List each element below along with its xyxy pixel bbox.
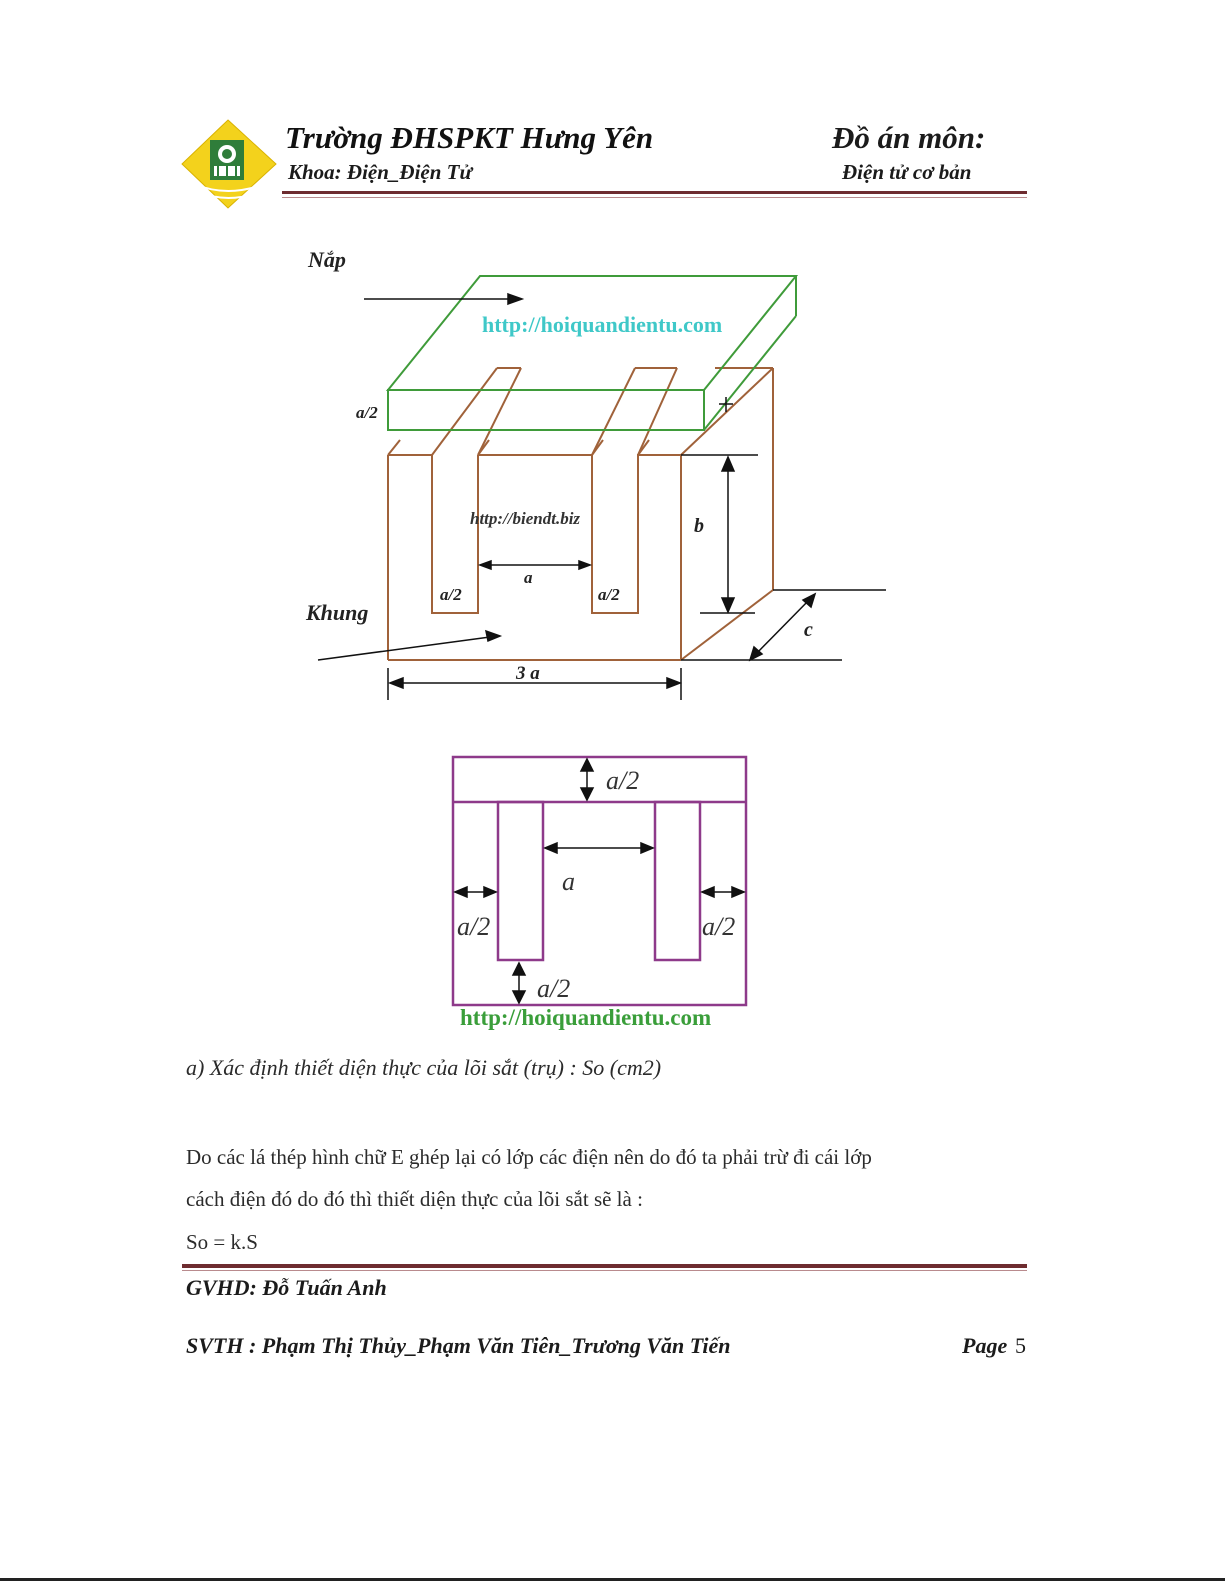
body-line-1: Do các lá thép hình chữ E ghép lại có lớp các điện nên do đó ta phải trừ đi cái lớp bbox=[186, 1145, 872, 1169]
header-divider bbox=[282, 191, 1027, 194]
dimension-lines bbox=[318, 294, 886, 700]
dim-b: b bbox=[694, 515, 704, 537]
dim-lid-thickness: a/2 bbox=[356, 403, 378, 422]
dim-top-yoke: a/2 bbox=[606, 766, 640, 795]
department-name: Khoa: Điện_Điện Tử bbox=[288, 160, 473, 184]
dim-right-leg: a/2 bbox=[702, 912, 736, 941]
core-3d-diagram bbox=[290, 240, 910, 710]
formula: So = k.S bbox=[186, 1230, 258, 1254]
watermark-bottom: http://hoiquandientu.com bbox=[460, 1005, 712, 1030]
dim-left-leg: a/2 bbox=[457, 912, 491, 941]
university-logo bbox=[180, 118, 280, 210]
watermark-top: http://hoiquandientu.com bbox=[482, 312, 723, 337]
dim-bottom-yoke: a/2 bbox=[537, 974, 571, 1003]
page-number: 5 bbox=[1015, 1333, 1026, 1358]
project-label: Đồ án môn: bbox=[832, 120, 986, 155]
page-bottom-border bbox=[0, 1578, 1225, 1581]
body-line-2: cách điện đó do đó thì thiết diện thực của lõi sắt sẽ là : bbox=[186, 1187, 643, 1211]
footer-divider bbox=[182, 1264, 1027, 1268]
dim-c: c bbox=[804, 619, 813, 641]
figure-caption: a) Xác định thiết diện thực của lõi sắt (trụ) : So (cm2) bbox=[186, 1055, 662, 1080]
school-name: Trường ĐHSPKT Hưng Yên bbox=[285, 120, 654, 155]
header-divider-thin bbox=[282, 197, 1027, 198]
e-core-outline bbox=[453, 757, 746, 1005]
page-label: Page bbox=[962, 1333, 1008, 1358]
advisor-line: GVHD: Đỗ Tuấn Anh bbox=[186, 1275, 387, 1300]
dim-left-half-a: a/2 bbox=[440, 585, 462, 604]
dim-right-half-a: a/2 bbox=[598, 585, 620, 604]
footer-divider-thin bbox=[182, 1270, 1027, 1271]
students-line: SVTH : Phạm Thị Thủy_Phạm Văn Tiên_Trương Văn Tiến bbox=[186, 1333, 731, 1358]
watermark-mid: http://biendt.biz bbox=[470, 509, 581, 528]
subject-name: Điện tử cơ bản bbox=[842, 160, 972, 184]
dim-window: a bbox=[562, 867, 575, 896]
frame-label: Khung bbox=[306, 600, 369, 625]
dim-a: a bbox=[524, 568, 533, 587]
lid-label: Nắp bbox=[308, 247, 346, 272]
core-2d-diagram bbox=[440, 748, 780, 1038]
dim-3a: 3 a bbox=[516, 663, 540, 684]
frame-outline bbox=[388, 368, 773, 660]
